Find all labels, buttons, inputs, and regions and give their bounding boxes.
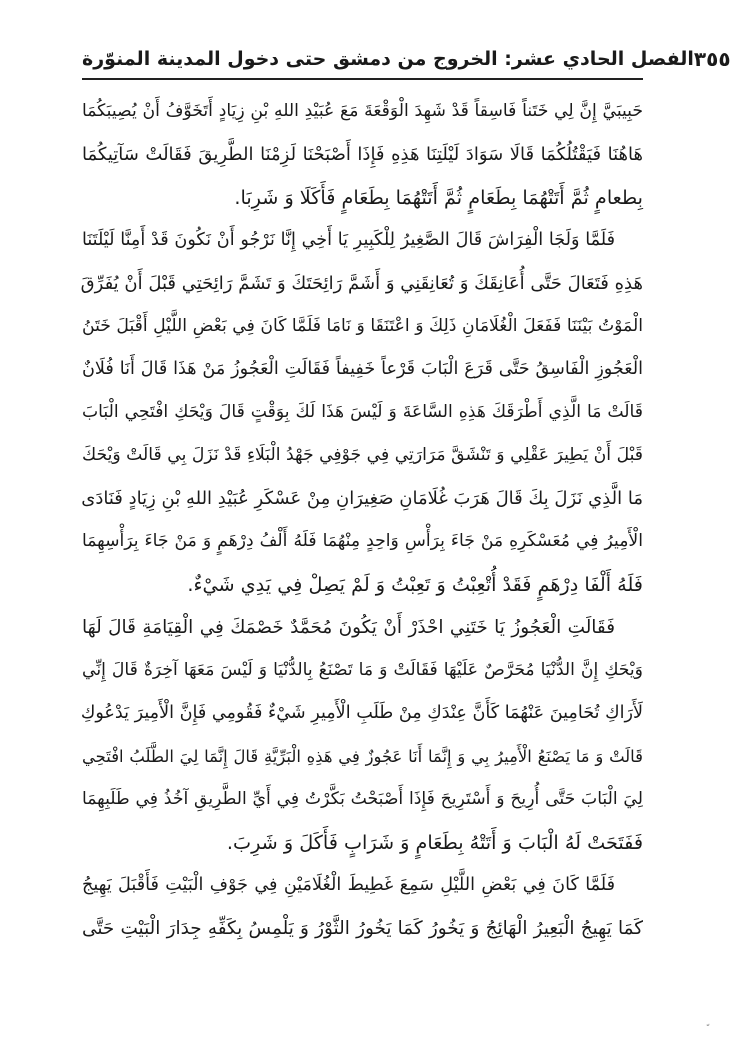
text-line: كَمَا يَهِيجُ الْبَعِيرُ الْهَائِجُ وَ يَخُورُ كَمَا يَخُورُ الثَّوْرُ وَ يَلْمِسُ بِكَفِّهِ جِدَارَ الْبَيْتِ حَتَّى [82, 918, 643, 939]
text-line: لَأَرَاكِ تُحَامِينَ عَنْهُمَا كَأَنَّ عِنْدَكِ مِنْ طَلَبِ الْأَمِيرِ شَيْءٌ فَقُومِي فَإِنَّ الْأَمِيرَ يَدْعُوكِ [80, 703, 643, 723]
page-number: ٣٥٥ [693, 47, 731, 71]
text-line: فَلَهُ أَلْفَا دِرْهَمٍ فَقَدْ أُتْعِبْتُ وَ تَعِبْتُ وَ لَمْ يَصِلْ فِي يَدِي شَيْءٌ. [187, 573, 643, 596]
paragraph-start-line: فَلَمَّا كَانَ فِي بَعْضِ اللَّيْلِ سَمِعَ غَطِيطَ الْغُلَامَيْنِ فِي جَوْفِ الْبَيْتِ فَأَقْبَلَ يَهِيجُ [82, 875, 615, 895]
text-line: الْمَوْتُ بَيْنَنَا فَفَعَلَ الْغُلَامَانِ ذَلِكَ وَ اعْتَنَقَا وَ نَامَا فَلَمَّا كَانَ فِي بَعْضِ اللَّيْلِ أَقْبَلَ خَتَنُ [82, 316, 643, 336]
text-line: قَبْلَ أَنْ يَطِيرَ عَقْلِي وَ تَنْشَقَّ مَرَارَتِي فِي جَوْفِي جَهْدُ الْبَلَاءِ قَدْ نَزَلَ بِي قَالَتْ وَيْحَكَ [82, 445, 643, 465]
paragraph-start-line: فَلَمَّا وَلَجَا الْفِرَاشَ قَالَ الصَّغِيرُ لِلْكَبِيرِ يَا أَخِي إِنَّا نَرْجُو أَنْ نَكُونَ قَدْ أَمِنَّا لَيْلَتَنَا [82, 230, 615, 250]
paragraph-start-line: فَقَالَتِ الْعَجُوزُ يَا خَتَنِي احْذَرْ أَنْ يَكُونَ مُحَمَّدٌ خَصْمَكَ فِي الْقِيَامَةِ قَالَ لَهَا [82, 617, 615, 638]
text-line: قَالَتْ مَا الَّذِي أَطْرَقَكَ هَذِهِ السَّاعَةَ وَ لَيْسَ هَذَا لَكَ بِوَقْتٍ قَالَ وَيْحَكِ افْتَحِي الْبَابَ [82, 402, 643, 422]
text-line: الْعَجُوزِ الْفَاسِقُ حَتَّى قَرَعَ الْبَابَ قَرْعاً خَفِيفاً فَقَالَتِ الْعَجُوزُ مَنْ هَذَا قَالَ أَنَا فُلَانٌ [82, 359, 643, 379]
text-line: وَيْحَكِ إِنَّ الدُّنْيَا مُحَرَّصٌ عَلَيْهَا فَقَالَتْ وَ مَا تَصْنَعُ بِالدُّنْيَا وَ لَيْسَ مَعَهَا آخِرَةٌ قَالَ إِنِّي [82, 660, 643, 680]
text-line: قَالَتْ وَ مَا يَصْنَعُ الْأَمِيرُ بِي وَ إِنَّمَا أَنَا عَجُوزٌ فِي هَذِهِ الْبَرِّيَّةِ قَالَ إِنَّمَا لِيَ الطَّلَبُ افْتَحِي [82, 747, 643, 766]
text-line: الْأَمِيرُ فِي مُعَسْكَرِهِ مَنْ جَاءَ بِرَأْسِ وَاحِدٍ مِنْهُمَا فَلَهُ أَلْفُ دِرْهَمٍ وَ مَنْ جَاءَ بِرَأْسِهِمَا [82, 531, 643, 551]
text-line: هَاهُنَا فَيَقْتُلُكُمَا قَالَا سَوَادَ لَيْلَتِنَا هَذِهِ فَإِذَا أَصْبَحْنَا لَزِمْنَا الطَّرِيقَ فَقَالَتْ سَآتِيكُمَا [82, 144, 643, 165]
page-header [82, 42, 731, 76]
text-line: هَذِهِ فَتَعَالَ حَتَّى أُعَانِقَكَ وَ تُعَانِقَنِي وَ أَشَمَّ رَائِحَتَكَ وَ تَشَمَّ رَائِحَتِي قَبْلَ أَنْ يُفَرِّقَ [80, 273, 643, 294]
chapter-title: الفصل الحادي عشر: الخروج من دمشق حتى دخول المدينة المنوّرة [82, 48, 694, 70]
text-line: لِيَ الْبَابَ حَتَّى أُرِيحَ وَ أَسْتَرِيحَ فَإِذَا أَصْبَحْتُ بَكَّرْتُ فِي أَيِّ الطَّرِيقِ آخُذُ فِي طَلَبِهِمَا [82, 789, 643, 809]
text-line: فَفَتَحَتْ لَهُ الْبَابَ وَ أَتَتْهُ بِطَعَامٍ وَ شَرَابٍ فَأَكَلَ وَ شَرِبَ. [226, 831, 643, 854]
text-line: بِطعامٍ ثُمَّ أَتَتْهُمَا بِطَعَامٍ ثُمَّ أَتَتْهُمَا بِطَعَامٍ فَأَكَلَا وَ شَرِبَا. [234, 186, 643, 209]
header-divider [82, 78, 643, 80]
text-line: حَبِيبَيَّ إِنَّ لِي خَتَناً فَاسِقاً قَدْ شَهِدَ الْوَقْعَةَ مَعَ عُبَيْدِ اللهِ بْنِ زِيَادٍ أَتَخَوَّفُ أَنْ يُصِيبَكُمَا [82, 101, 643, 121]
text-line: مَا الَّذِي نَزَلَ بِكَ قَالَ هَرَبَ غُلَامَانِ صَغِيرَانِ مِنْ عَسْكَرِ عُبَيْدِ اللهِ بْنِ زِيَادٍ فَنَادَى [81, 488, 643, 509]
